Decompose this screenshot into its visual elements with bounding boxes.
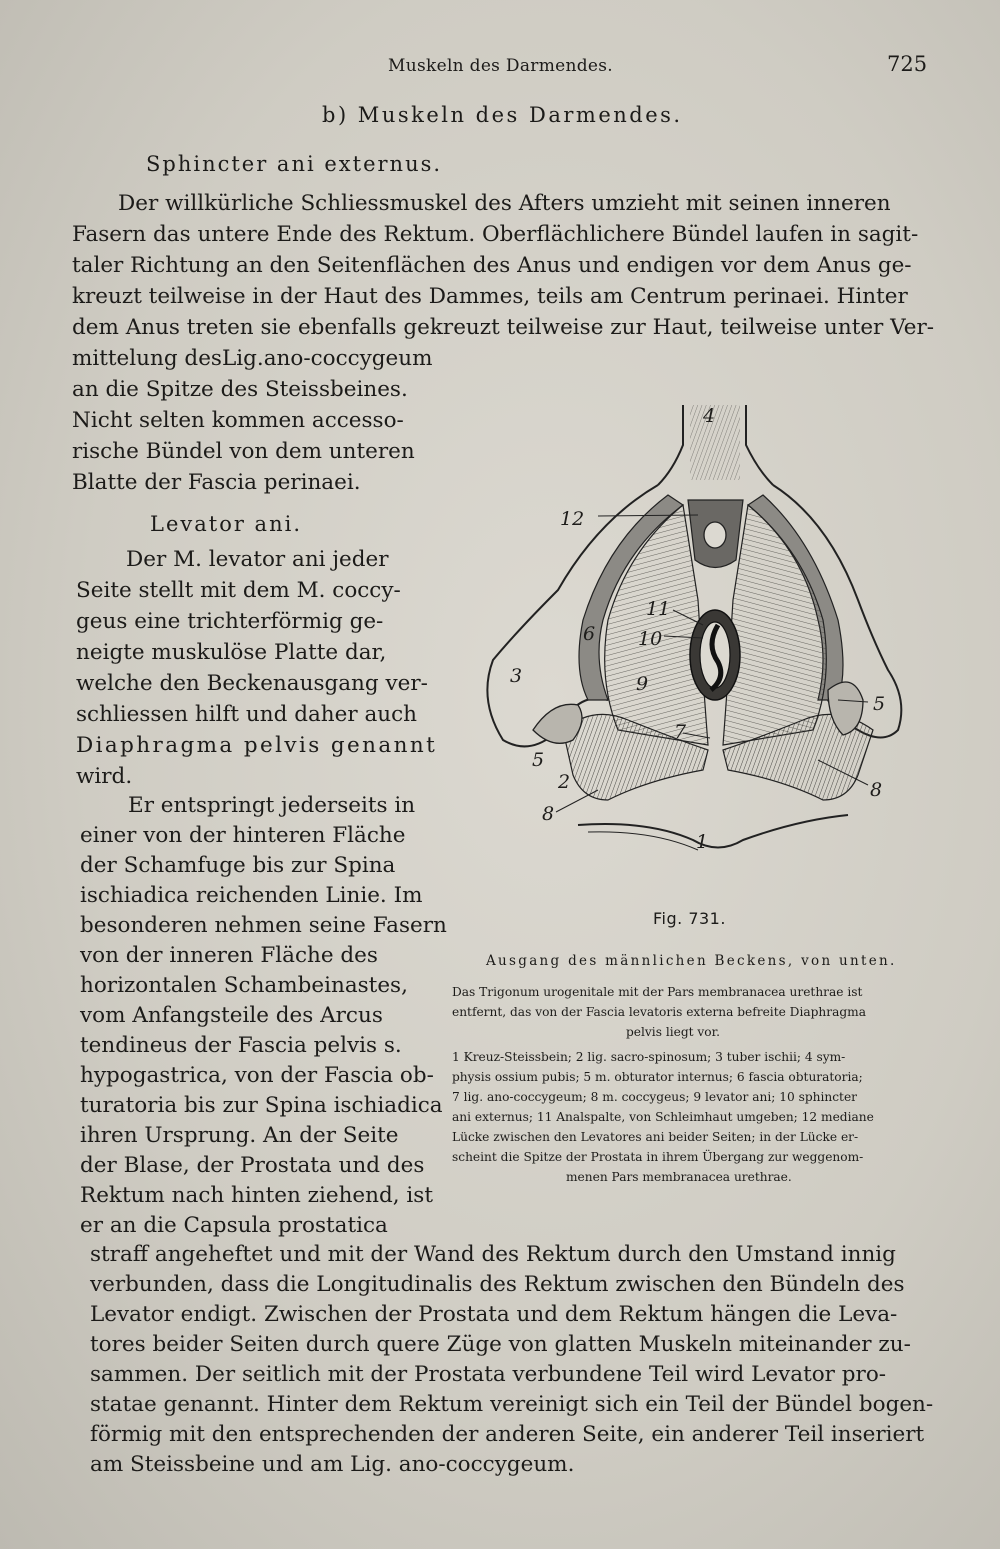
running-title: Muskeln des Darmendes. <box>388 56 613 76</box>
text-line: kreuzt teilweise in der Haut des Dammes, teils am Centrum perinaei. Hinter <box>72 284 908 309</box>
text-line: an die Spitze des Steissbeines. <box>72 377 408 402</box>
text-line: Er entspringt jederseits in <box>128 793 416 818</box>
figure-caption-line: pelvis liegt vor. <box>626 1025 720 1039</box>
text-line: er an die Capsula prostatica <box>80 1213 388 1238</box>
figure-label: 5 <box>873 693 886 715</box>
text-line: statae genannt. Hinter dem Rektum vereinigt sich ein Teil der Bündel bogen- <box>90 1392 934 1417</box>
text-line: Der M. levator ani jeder <box>126 547 389 572</box>
figure-label: 7 <box>674 721 687 743</box>
figure-label: 8 <box>870 779 883 801</box>
text-line: Blatte der Fascia perinaei. <box>72 470 361 495</box>
text-line: der Blase, der Prostata und des <box>80 1153 425 1178</box>
figure-label: 12 <box>560 508 585 530</box>
text-line: straff angeheftet und mit der Wand des Rektum durch den Umstand innig <box>90 1242 896 1267</box>
running-head <box>0 52 1000 82</box>
figure-caption-line: Das Trigonum urogenitale mit der Pars membranacea urethrae ist <box>452 985 863 999</box>
figure-caption-line: physis ossium pubis; 5 m. obturator internus; 6 fascia obturatoria; <box>452 1070 863 1084</box>
text-line: Nicht selten kommen accesso- <box>72 408 404 433</box>
anatomical-illustration <box>478 400 918 870</box>
text-line: taler Richtung an den Seitenflächen des Anus und endigen vor dem Anus ge- <box>72 253 912 278</box>
text-line: ihren Ursprung. An der Seite <box>80 1123 399 1148</box>
text-line: besonderen nehmen seine Fasern <box>80 913 447 938</box>
text-line: tores beider Seiten durch quere Züge von glatten Muskeln miteinander zu- <box>90 1332 911 1357</box>
figure-label: 9 <box>636 673 649 695</box>
text-line: Der willkürliche Schliessmuskel des Afters umzieht mit seinen inneren <box>118 191 891 216</box>
figure-label: 11 <box>646 598 671 620</box>
figure-label: 8 <box>542 803 555 825</box>
figure-label: 1 <box>696 831 709 853</box>
text-line: Seite stellt mit dem M. coccy- <box>76 578 401 603</box>
figure-caption-line: menen Pars membranacea urethrae. <box>566 1170 792 1184</box>
text-line: von der inneren Fläche des <box>80 943 378 968</box>
text-line: verbunden, dass die Longitudinalis des Rektum zwischen den Bündeln des <box>90 1272 905 1297</box>
figure-label: 5 <box>532 749 545 771</box>
text-line: welche den Beckenausgang ver- <box>76 671 428 696</box>
subsection-title-levator: Levator ani. <box>150 512 302 536</box>
figure-label: 2 <box>558 771 571 793</box>
text-line: tendineus der Fascia pelvis s. <box>80 1033 402 1058</box>
figure-caption-line: scheint die Spitze der Prostata in ihrem Übergang zur weggenom- <box>452 1150 864 1164</box>
text-line: der Schamfuge bis zur Spina <box>80 853 396 878</box>
figure-label: 10 <box>638 628 663 650</box>
text-line: ischiadica reichenden Linie. Im <box>80 883 423 908</box>
text-line: Levator endigt. Zwischen der Prostata und dem Rektum hängen die Leva- <box>90 1302 898 1327</box>
figure-caption-line: entfernt, das von der Fascia levatoris externa befreite Diaphragma <box>452 1005 866 1019</box>
figure-caption-line: Lücke zwischen den Levatores ani beider Seiten; in der Lücke er- <box>452 1130 859 1144</box>
text-line: am Steissbeine und am Lig. ano-coccygeum. <box>90 1452 575 1477</box>
figure-caption-line: 1 Kreuz-Steissbein; 2 lig. sacro-spinosum; 3 tuber ischii; 4 sym- <box>452 1050 846 1064</box>
page-number: 725 <box>887 52 928 76</box>
text-line: horizontalen Schambeinastes, <box>80 973 408 998</box>
text-line: Diaphragma pelvis genannt <box>76 733 438 758</box>
text-line: vom Anfangsteile des Arcus <box>80 1003 383 1028</box>
figure-title: Ausgang des männlichen Beckens, von unten. <box>486 953 897 969</box>
text-line: Rektum nach hinten ziehend, ist <box>80 1183 433 1208</box>
figure-label: 6 <box>583 623 596 645</box>
text-line: dem Anus treten sie ebenfalls gekreuzt teilweise zur Haut, teilweise unter Ver- <box>72 315 934 340</box>
figure-caption-line: ani externus; 11 Analspalte, von Schleimhaut umgeben; 12 mediane <box>452 1110 874 1124</box>
subsection-title-sphincter: Sphincter ani externus. <box>146 152 443 176</box>
figure-label: 3 <box>510 665 523 687</box>
text-line: Fasern das untere Ende des Rektum. Oberflächlichere Bündel laufen in sagit- <box>72 222 919 247</box>
figure-caption-line: 7 lig. ano-coccygeum; 8 m. coccygeus; 9 levator ani; 10 sphincter <box>452 1090 857 1104</box>
text-line: wird. <box>76 764 133 789</box>
text-line: rische Bündel von dem unteren <box>72 439 415 464</box>
text-line: neigte muskulöse Platte dar, <box>76 640 387 665</box>
text-line: hypogastrica, von der Fascia ob- <box>80 1063 434 1088</box>
text-line: förmig mit den entsprechenden der anderen Seite, ein anderer Teil inseriert <box>90 1422 925 1447</box>
figure-number: Fig. 731. <box>653 909 726 928</box>
text-line: geus eine trichterförmig ge- <box>76 609 384 634</box>
text-line: mittelung desLig.ano-coccygeum <box>72 346 433 371</box>
text-line: einer von der hinteren Fläche <box>80 823 406 848</box>
text-line: schliessen hilft und daher auch <box>76 702 418 727</box>
text-line: turatoria bis zur Spina ischiadica <box>80 1093 443 1118</box>
figure-label: 4 <box>703 405 716 427</box>
text-line: sammen. Der seitlich mit der Prostata verbundene Teil wird Levator pro- <box>90 1362 887 1387</box>
section-title: b) Muskeln des Darmendes. <box>322 103 683 127</box>
